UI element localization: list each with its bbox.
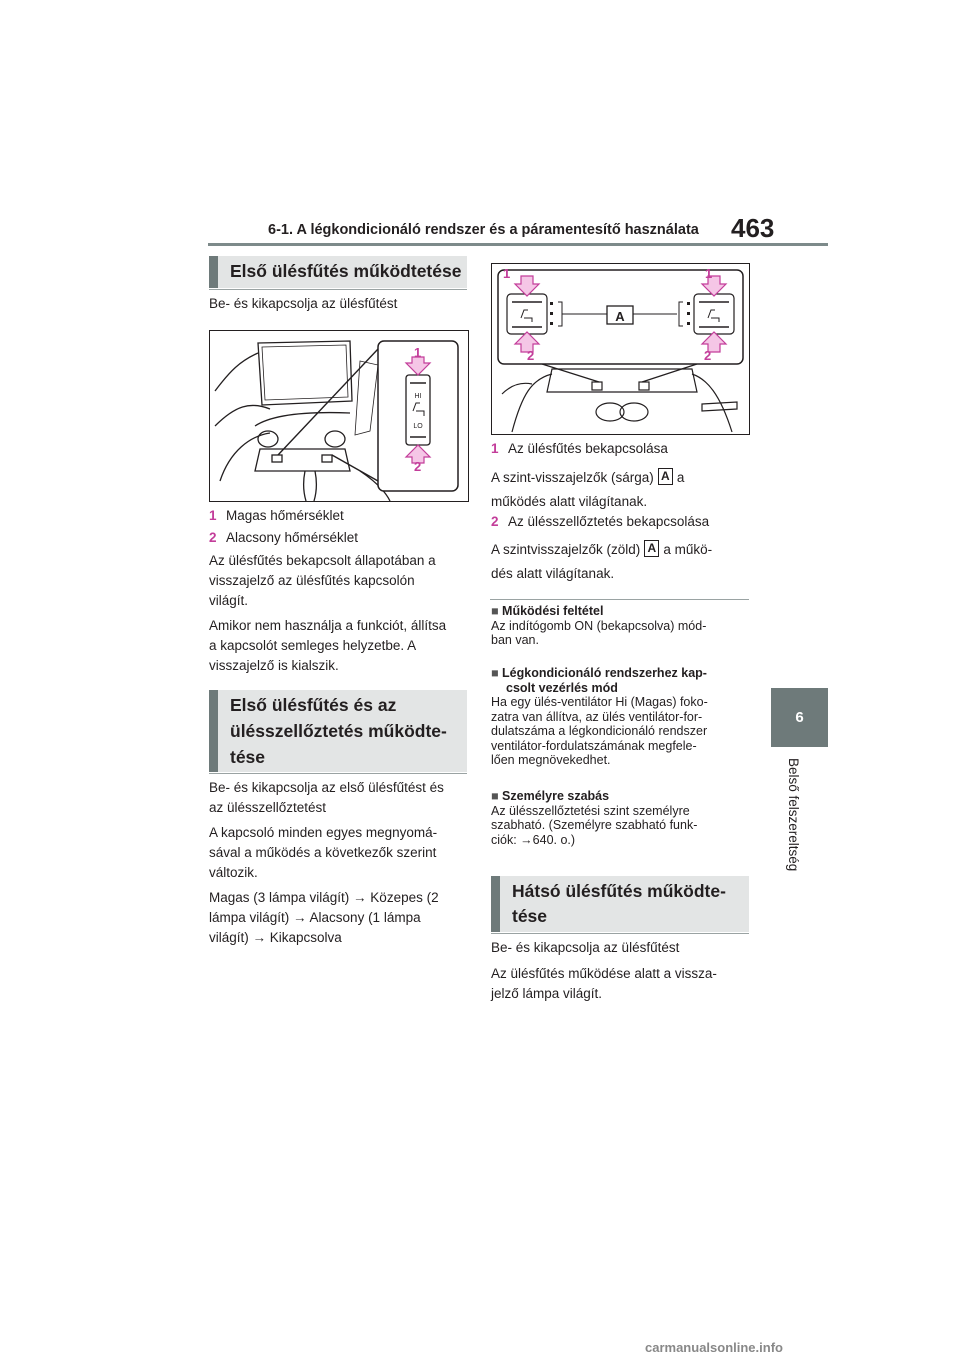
section3-para1: Be- és kikapcsolja az ülésfűtést — [491, 940, 680, 955]
heater-ventilation-figure — [491, 263, 750, 435]
note-operating-condition: ■ Működési feltétel Az indítógomb ON (bekapcsolva) mód- ban van. — [491, 604, 707, 647]
section-heading-rear-seat-heater: Hátsó ülésfűtés működte- tése — [491, 876, 749, 932]
figure-label-1: 1 — [414, 345, 422, 360]
note-customization: ■ Személyre szabás Az ülésszellőztetési szint személyre szabható. (Személyre szabható funk- ciók: →640. o.) — [491, 789, 698, 847]
running-header-title: 6-1. A légkondicionáló rendszer és a páramentesítő használata — [268, 222, 699, 238]
item-text: Magas hőmérséklet — [226, 508, 344, 523]
section2-para3: Magas (3 lámpa világít) → Közepes (2 lámpa világít) → Alacsony (1 lámpa világít) → Kikapcsolva — [209, 890, 439, 945]
figure-label-2-right: 2 — [704, 348, 712, 363]
section-underline — [491, 933, 749, 934]
section3-para2: Az ülésfűtés működése alatt a vissza- jelző lámpa világít. — [491, 966, 717, 1001]
section1-intro: Be- és kikapcsolja az ülésfűtést — [209, 296, 398, 311]
section-underline — [209, 773, 467, 774]
dashboard-illustration — [210, 331, 468, 501]
front-seat-heater-figure — [209, 330, 469, 502]
section2-para1: Be- és kikapcsolja az első ülésfűtést és az ülésszellőztetést — [209, 780, 444, 815]
svg-text:HI: HI — [414, 393, 422, 400]
svg-text:LO: LO — [413, 423, 423, 430]
notes-divider — [490, 599, 749, 600]
section1-para2: Amikor nem használja a funkciót, állítsa a kapcsolót semleges helyzetbe. A visszajelző is kialszik. — [209, 618, 447, 673]
item2-description: A szintvisszajelzők (zöld) A a műkö- dés alatt világítanak. — [491, 541, 713, 581]
item-text: Alacsony hőmérséklet — [226, 530, 359, 545]
header-rule — [208, 243, 828, 246]
indicator-a-box: A — [644, 540, 659, 557]
chapter-tab[interactable]: 6 — [771, 688, 828, 747]
list-item-low-temp — [209, 528, 358, 548]
label-A: A — [615, 309, 625, 324]
section-underline — [209, 289, 467, 290]
figure-label-2-left: 2 — [527, 348, 535, 363]
item-text: Az ülésfűtés bekapcsolása — [508, 441, 668, 456]
chapter-tab-label: Belső felszereltség — [786, 758, 801, 872]
page-number: 463 — [731, 213, 775, 243]
section2-para2: A kapcsoló minden egyes megnyomá- sával a működés a következők szerint változik. — [209, 825, 438, 880]
indicator-a-box: A — [658, 468, 673, 485]
section-heading-front-seat-heater: Első ülésfűtés működtetése — [209, 256, 467, 288]
item-number: 2 — [209, 530, 217, 545]
watermark-footer[interactable]: carmanualsonline.info — [645, 1340, 783, 1355]
figure-label-1-right: 1 — [705, 266, 713, 281]
list-item-ventilation-on — [491, 512, 709, 532]
note-ac-linked-control: ■ Légkondicionáló rendszerhez kap- csolt vezérlés mód Ha egy ülés-ventilátor Hi (Magas) foko- zatra van állítva, az ülés ventilátor-for- dulatszáma a légkondicionáló rendszer ventilátor-fordulatszámának megfele- lően megnövekedhet. — [491, 666, 708, 767]
section-heading-front-heater-ventilation: Első ülésfűtés és az ülésszellőztetés működte- tése — [209, 690, 467, 772]
list-item-heater-on — [491, 439, 668, 459]
item1-description: A szint-visszajelzők (sárga) A a működés alatt világítanak. — [491, 469, 685, 509]
item-number: 1 — [209, 508, 217, 523]
item-number: 2 — [491, 514, 499, 529]
item-number: 1 — [491, 441, 499, 456]
section1-para1: Az ülésfűtés bekapcsolt állapotában a visszajelző az ülésfűtés kapcsolón világít. — [209, 553, 436, 608]
figure-label-2: 2 — [414, 459, 422, 474]
list-item-high-temp — [209, 506, 344, 526]
figure-label-1-left: 1 — [503, 266, 511, 281]
item-text: Az ülésszellőztetés bekapcsolása — [508, 514, 710, 529]
